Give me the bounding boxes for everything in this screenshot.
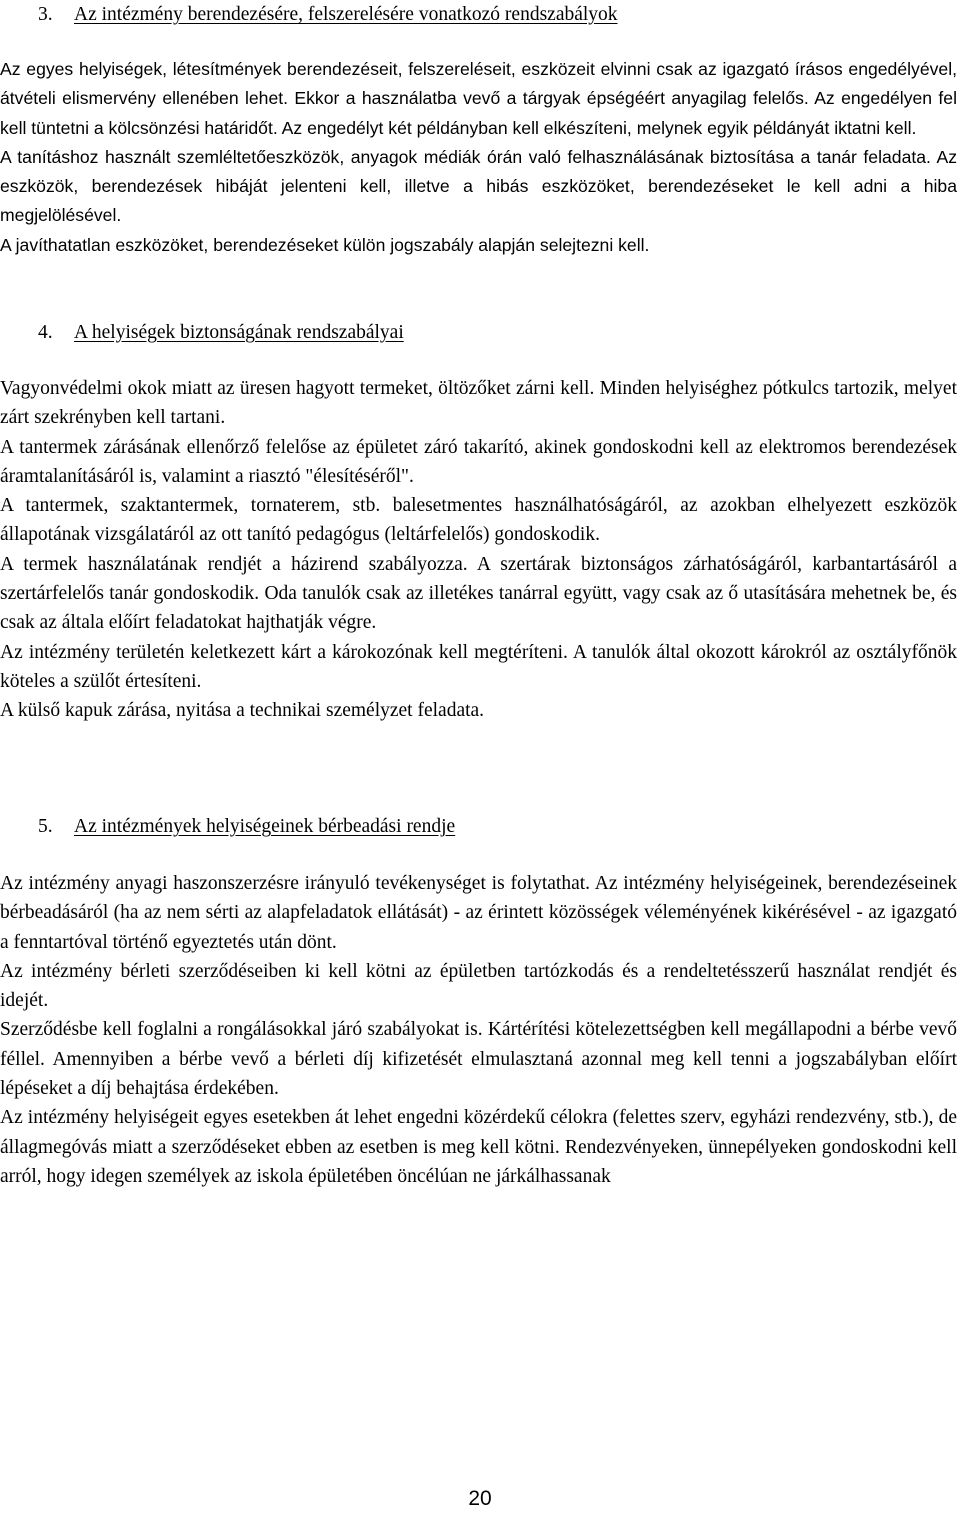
section-3-paragraph-2: A tanításhoz használt szemléltetőeszközök, anyagok médiák órán való felhasználásának biztosítása a tanár feladata. Az eszközök, berendezések hibáját jelenteni kell, illetve a hibás eszközöket, berendezéseket le kell adni a hiba megjelölésével. — [0, 146, 957, 226]
page-number: 20 — [468, 1487, 492, 1510]
section-4-body — [0, 374, 957, 726]
section-3-number: 3. — [38, 4, 53, 25]
section-4-paragraph-5: Az intézmény területén keletkezett kárt a károkozónak kell megtéríteni. A tanulók által okozott károkról az osztályfőnök köteles a szülőt értesíteni. — [0, 641, 957, 692]
section-3-paragraph-1: Az egyes helyiségek, létesítmények berendezéseit, felszereléseit, eszközeit elvinni csak az igazgató írásos engedélyével, átvételi elismervény ellenében lehet. Ekkor a használatba vevő a tárgyak épségéért anyagilag felelős. Az engedélyen fel kell tüntetni a kölcsönzési határidőt. Az engedélyt két példányban kell elkészíteni, melynek egyik példányát iktatni kell. — [0, 59, 957, 138]
section-4-heading — [38, 318, 404, 347]
section-4-title: A helyiségek biztonságának rendszabályai — [74, 322, 404, 343]
section-5-title: Az intézmények helyiségeinek bérbeadási rendje — [74, 816, 456, 837]
section-4-paragraph-6: A külső kapuk zárása, nyitása a technikai személyzet feladata. — [0, 700, 485, 722]
section-3-heading — [38, 0, 618, 29]
section-4-paragraph-1: Vagyonvédelmi okok miatt az üresen hagyott termeket, öltözőket zárni kell. Minden helyiséghez pótkulcs tartozik, melyet zárt szekrényben kell tartani. — [0, 378, 957, 429]
section-4-paragraph-4: A termek használatának rendjét a házirend szabályozza. A szertárak biztonságos zárhatóságáról, karbantartásáról a szertárfelelős tanár gondoskodik. Oda tanulók csak az illetékes tanárral együtt, vagy csak az ő utasítására mehetnek be, és csak az általa előírt feladatokat hajthatják végre. — [0, 553, 957, 634]
section-4-paragraph-2: A tantermek zárásának ellenőrző felelőse az épületet záró takarító, akinek gondoskodni kell az elektromos berendezések áramtalanításáról is, valamint a riasztó "élesítéséről". — [0, 436, 957, 487]
section-3-paragraph-3: A javíthatatlan eszközöket, berendezéseket külön jogszabály alapján selejtezni kell. — [0, 234, 650, 255]
section-5-paragraph-1: Az intézmény anyagi haszonszerzésre irányuló tevékenységet is folytathat. Az intézmény helyiségeinek, berendezéseinek bérbeadásáról (ha az nem sérti az alapfeladatok ellátását) - az érintett közösségek véleményének kikérésével - az igazgató a fenntartóval történő egyeztetés után dönt. — [0, 873, 957, 953]
section-4-paragraph-3: A tantermek, szaktantermek, tornaterem, stb. balesetmentes használhatóságáról, az azokban elhelyezett eszközök állapotának vizsgálatáról az ott tanító pedagógus (leltárfelelős) gondoskodik. — [0, 495, 957, 546]
section-5-paragraph-3: Szerződésbe kell foglalni a rongálásokkal járó szabályokat is. Kártérítési kötelezettségben kell megállapodni a bérbe vevő féllel. Amennyiben a bérbe vevő a bérleti díj kifizetését elmulasztaná azonnal meg kell tenni a jogszabályban előírt lépéseket a díj behajtása érdekében. — [0, 1019, 957, 1100]
section-3-title: Az intézmény berendezésére, felszerelésére vonatkozó rendszabályok — [74, 4, 618, 25]
section-3-body — [0, 55, 957, 260]
section-5-body — [0, 869, 957, 1191]
section-5-number: 5. — [38, 816, 53, 837]
section-4-number: 4. — [38, 322, 53, 343]
section-5-heading — [38, 812, 455, 841]
section-5-paragraph-4: Az intézmény helyiségeit egyes esetekben át lehet engedni közérdekű célokra (felettes szerv, egyházi rendezvény, stb.), de állagmegóvás miatt a szerződéseket ebben az esetben is meg kell kötni. Rendezvényeken, ünnepélyeken gondoskodni kell arról, hogy idegen személyek az iskola épületében öncélúan ne járkálhassanak — [0, 1107, 957, 1187]
section-5-paragraph-2: Az intézmény bérleti szerződéseiben ki kell kötni az épületben tartózkodás és a rendeltetésszerű használat rendjét és idejét. — [0, 960, 957, 1012]
